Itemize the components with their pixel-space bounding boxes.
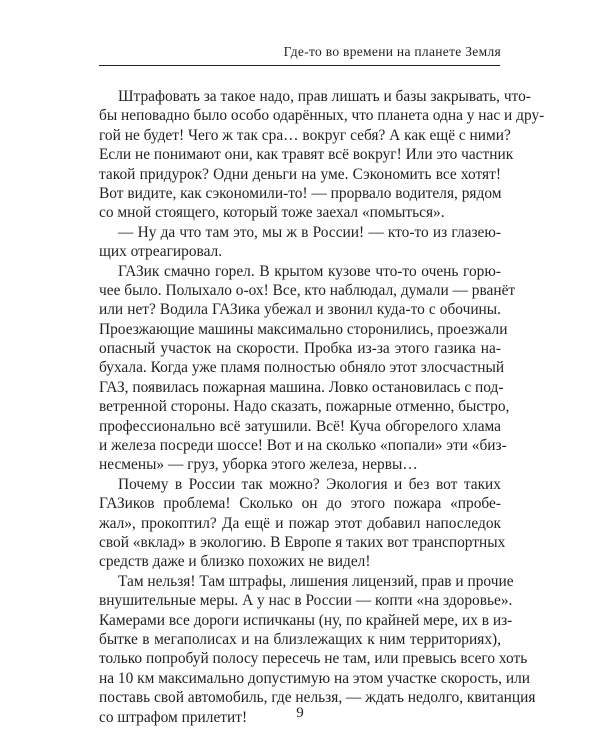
text-line: только попробуй полосу пересечь не там, или превысь всего хоть [99, 650, 528, 668]
paragraph [99, 475, 506, 572]
text-line: ГАЗиков проблема! Сколько он до этого пожара «пробе- [99, 495, 501, 513]
text-line: свой «вклад» в экологию. В Европе я таких вот транспортных [99, 533, 506, 551]
running-head: Где-то во времени на планете Земля [283, 44, 501, 59]
text-line: бы неповадно было особо одарённых, что планета одна у нас и дру- [99, 107, 545, 125]
text-line: Почему в России так можно? Экология и без вот таких [118, 475, 501, 493]
paragraph [99, 262, 516, 475]
header-rule [99, 65, 500, 66]
body-text [99, 87, 545, 727]
text-line: Штрафовать за такое надо, прав лишать и базы закрывать, что- [118, 88, 531, 105]
text-line: или нет? Водила ГАЗика убежал и звонил куда-то с обочины. [99, 301, 501, 319]
text-line: Проезжающие машины максимально сторонились, проезжали [99, 320, 508, 338]
text-line: со мной стоящего, который тоже заехал «помыться». [99, 204, 445, 222]
text-line: Там нельзя! Там штрафы, лишения лицензий, прав и прочие [118, 572, 514, 590]
text-line: поставь свой автомобиль, где нельзя, — ждать недолго, квитанция [99, 689, 536, 707]
text-line: ГАЗик смачно горел. В крытом кузове что-то очень горю- [118, 262, 501, 280]
text-line: бухала. Когда уже пламя полностью обняло этот злосчастный [99, 359, 505, 377]
text-line: Вот видите, как сэкономили-то! — прорвало водителя, рядом [99, 184, 502, 202]
text-line: такой придурок? Одни деньги на уме. Сэкономить все хотят! [99, 165, 501, 183]
text-line: ветренной стороны. Надо сказать, пожарные отменно, быстро, [99, 398, 510, 416]
text-line: несмены» — груз, уборка этого железа, нервы… [99, 456, 418, 474]
text-line: щих отреагировал. [99, 243, 223, 261]
text-line: жал», прокоптил? Да ещё и пожар этот добавил напоследок [99, 514, 501, 532]
page-number: 9 [296, 705, 304, 721]
text-line: опасный участок на скорости. Пробка из-за этого газика на- [99, 340, 501, 358]
paragraph [99, 572, 536, 727]
text-line: бытке в мегаполисах и на близлежащих к ним территориях), [99, 630, 501, 648]
text-line: на 10 км максимально допустимую на этом участке скорость, или [99, 669, 531, 687]
text-line: со штрафом прилетит! [99, 708, 248, 726]
text-line: Если не понимают они, как травят всё вокруг! Или это частник [99, 146, 514, 164]
text-line: средств даже и близко похожих не видел! [99, 553, 371, 571]
text-line: внушительные меры. А у нас в России — копти «на здоровье». [99, 592, 513, 610]
text-line: — Ну да что там это, мы ж в России! — кто-то из глазею- [118, 223, 501, 241]
paragraph [99, 223, 501, 262]
text-line: Камерами все дороги испичканы (ну, по крайней мере, их в из- [99, 611, 513, 629]
paragraph [99, 87, 545, 223]
text-line: ГАЗ, появилась пожарная машина. Ловко остановилась с под- [99, 378, 504, 396]
text-line: профессионально всё затушили. Всё! Куча обгорелого хлама [99, 417, 501, 435]
text-line: чее было. Полыхало о-ох! Все, кто наблюдал, думали — рванёт [99, 281, 516, 299]
text-line: и железа посреди шоссе! Вот и на сколько «попали» эти «биз- [99, 437, 507, 455]
text-line: гой не будет! Чего ж так сра… вокруг себя? А как ещё с ними? [99, 126, 511, 144]
